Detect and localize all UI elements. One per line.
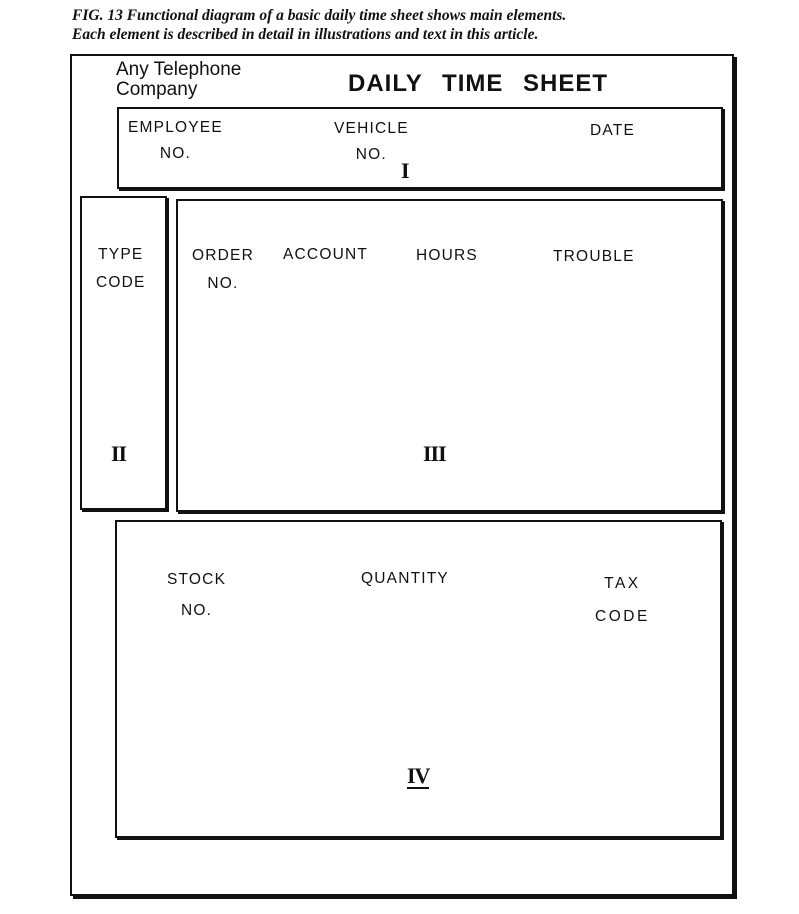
employee-no-label [128, 115, 223, 167]
vehicle-no-label [334, 116, 409, 168]
hours-label [416, 243, 478, 269]
tax-label-line-1: TAX [604, 575, 641, 592]
date-label-line-1: DATE [590, 122, 635, 139]
stock-no-label [167, 564, 226, 626]
vehicle-label-line-1: VEHICLE [334, 120, 409, 137]
section-3-numeral: III [423, 441, 446, 466]
caption-line-1: FIG. 13 Functional diagram of a basic daily time sheet shows main elements. [72, 7, 567, 24]
section-2-numeral: II [111, 441, 127, 466]
caption-line-2: Each element is described in detail in illustrations and text in this article. [72, 26, 539, 43]
employee-label-line-2: NO. [159, 145, 192, 162]
trouble-label [553, 244, 635, 270]
type-code-line-1: TYPE [98, 246, 144, 263]
section-1-numeral: I [401, 158, 409, 183]
section-4-numeral: IV [407, 763, 430, 788]
hours-label-line-1: HOURS [416, 247, 478, 264]
company-name [116, 60, 241, 100]
stock-label-line-2: NO. [180, 602, 213, 619]
company-name-line-1: Any Telephone [116, 59, 242, 80]
date-label [590, 118, 635, 144]
trouble-label-line-1: TROUBLE [553, 248, 635, 265]
order-no-label [192, 242, 254, 298]
type-code-label [96, 241, 146, 297]
vehicle-label-line-2: NO. [355, 146, 387, 163]
company-name-line-2: Company [116, 79, 198, 100]
tax-code-label [595, 567, 650, 633]
quantity-label-line-1: QUANTITY [361, 570, 449, 587]
employee-label-line-1: EMPLOYEE [128, 119, 223, 136]
tax-label-line-2: CODE [595, 608, 650, 625]
type-code-line-2: CODE [96, 274, 146, 291]
order-label-line-1: ORDER [192, 247, 254, 264]
account-label-line-1: ACCOUNT [283, 246, 369, 263]
sheet-title: DAILY TIME SHEET [348, 70, 609, 97]
stock-label-line-1: STOCK [167, 571, 227, 588]
quantity-label [361, 566, 449, 592]
account-label [283, 242, 368, 268]
order-label-line-2: NO. [207, 275, 239, 292]
figure-caption [72, 6, 772, 44]
